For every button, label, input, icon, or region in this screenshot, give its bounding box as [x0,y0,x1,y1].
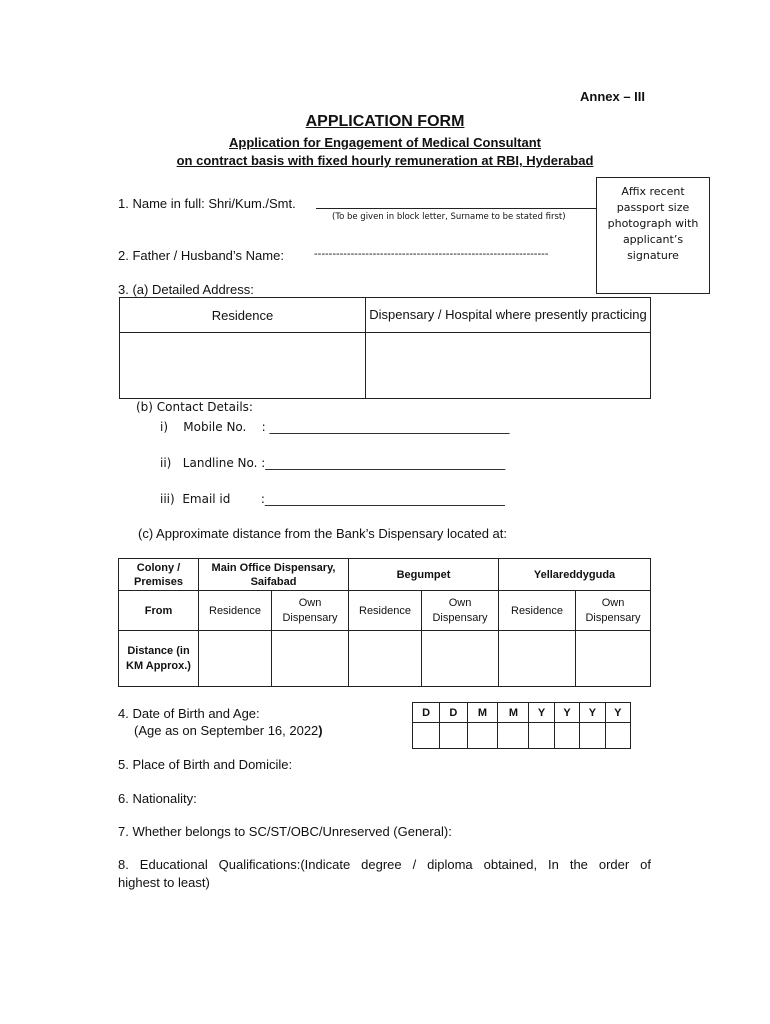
email-field[interactable]: iii) Email id :________________________________________ [160,492,505,506]
dob-cell[interactable] [554,723,579,749]
form-subtitle-1: Application for Engagement of Medical Consultant [228,135,541,150]
residence-label: Residence [349,591,422,631]
q4-close-paren: ) [318,723,323,738]
begumpet-header: Begumpet [349,559,499,591]
form-title: APPLICATION FORM [305,113,465,130]
landline-field[interactable]: ii) Landline No. :________________________________________ [160,456,506,470]
distance-cell[interactable] [199,631,272,687]
own-dispensary-label: Own Dispensary [576,591,651,631]
own-dispensary-label: Own Dispensary [272,591,349,631]
q4-sub-text: (Age as on September 16, 2022 [134,723,319,738]
colony-header: Colony / Premises [119,559,199,591]
dob-table [412,702,631,749]
father-name-line[interactable]: ---------------------------------------------------------------- [314,248,549,260]
residence-label: Residence [499,591,576,631]
yellareddyguda-header: Yellareddyguda [499,559,651,591]
dob-cell[interactable] [605,723,630,749]
dob-header: Y [580,703,605,723]
distance-cell[interactable] [422,631,499,687]
name-input-line[interactable] [316,208,596,209]
q7-label: 7. Whether belongs to SC/ST/OBC/Unreserved (General): [118,824,452,839]
dob-cell[interactable] [529,723,554,749]
dispensary-address-cell[interactable] [366,333,651,399]
q1-label: 1. Name in full: Shri/Kum./Smt. [118,196,296,211]
dob-header: D [440,703,467,723]
photo-text-4: applicant’s [622,233,684,246]
own-dispensary-label: Own Dispensary [422,591,499,631]
annex-label: Annex – III [580,89,646,104]
q6-label: 6. Nationality: [118,791,197,806]
dob-header: M [467,703,498,723]
q2-label: 2. Father / Husband’s Name: [118,248,284,263]
dob-header: Y [605,703,630,723]
residence-label: Residence [199,591,272,631]
dob-header: D [413,703,440,723]
q4-sub [134,723,323,738]
dob-cell[interactable] [413,723,440,749]
photo-text-3: photograph with [607,217,699,230]
dob-header: M [498,703,529,723]
q4-label: 4. Date of Birth and Age: [118,706,260,721]
dob-cell[interactable] [580,723,605,749]
distance-row-label: Distance (in KM Approx.) [119,631,199,687]
main-office-header: Main Office Dispensary, Saifabad [199,559,349,591]
address-col-dispensary: Dispensary / Hospital where presently practicing [366,298,651,333]
dob-cell[interactable] [467,723,498,749]
distance-table [118,558,651,687]
distance-cell[interactable] [272,631,349,687]
address-col-residence: Residence [120,298,366,333]
contact-heading: (b) Contact Details: [136,400,253,414]
dob-cell[interactable] [498,723,529,749]
q1-note: (To be given in block letter, Surname to be stated first) [332,212,566,222]
distance-cell[interactable] [349,631,422,687]
q5-label: 5. Place of Birth and Domicile: [118,757,293,772]
photo-text-5: signature [627,249,679,262]
distance-label: (c) Approximate distance from the Bank’s Dispensary located at: [138,526,507,541]
from-label: From [119,591,199,631]
q8-label-line1: 8. Educational Qualifications:(Indicate degree / diploma obtained, In the order of [118,857,651,872]
residence-address-cell[interactable] [120,333,366,399]
photo-text-1: Affix recent [621,185,685,198]
form-subtitle-2: on contract basis with fixed hourly remuneration at RBI, Hyderabad [176,153,594,168]
q8-label-line2: highest to least) [118,875,210,890]
dob-header: Y [529,703,554,723]
distance-cell[interactable] [499,631,576,687]
address-table [119,297,651,399]
dob-cell[interactable] [440,723,467,749]
dob-header: Y [554,703,579,723]
q3-label: 3. (a) Detailed Address: [118,282,254,297]
photo-box [596,177,710,294]
photo-text-2: passport size [616,201,690,214]
distance-cell[interactable] [576,631,651,687]
mobile-field[interactable]: i) Mobile No. : ________________________________________ [160,420,510,434]
